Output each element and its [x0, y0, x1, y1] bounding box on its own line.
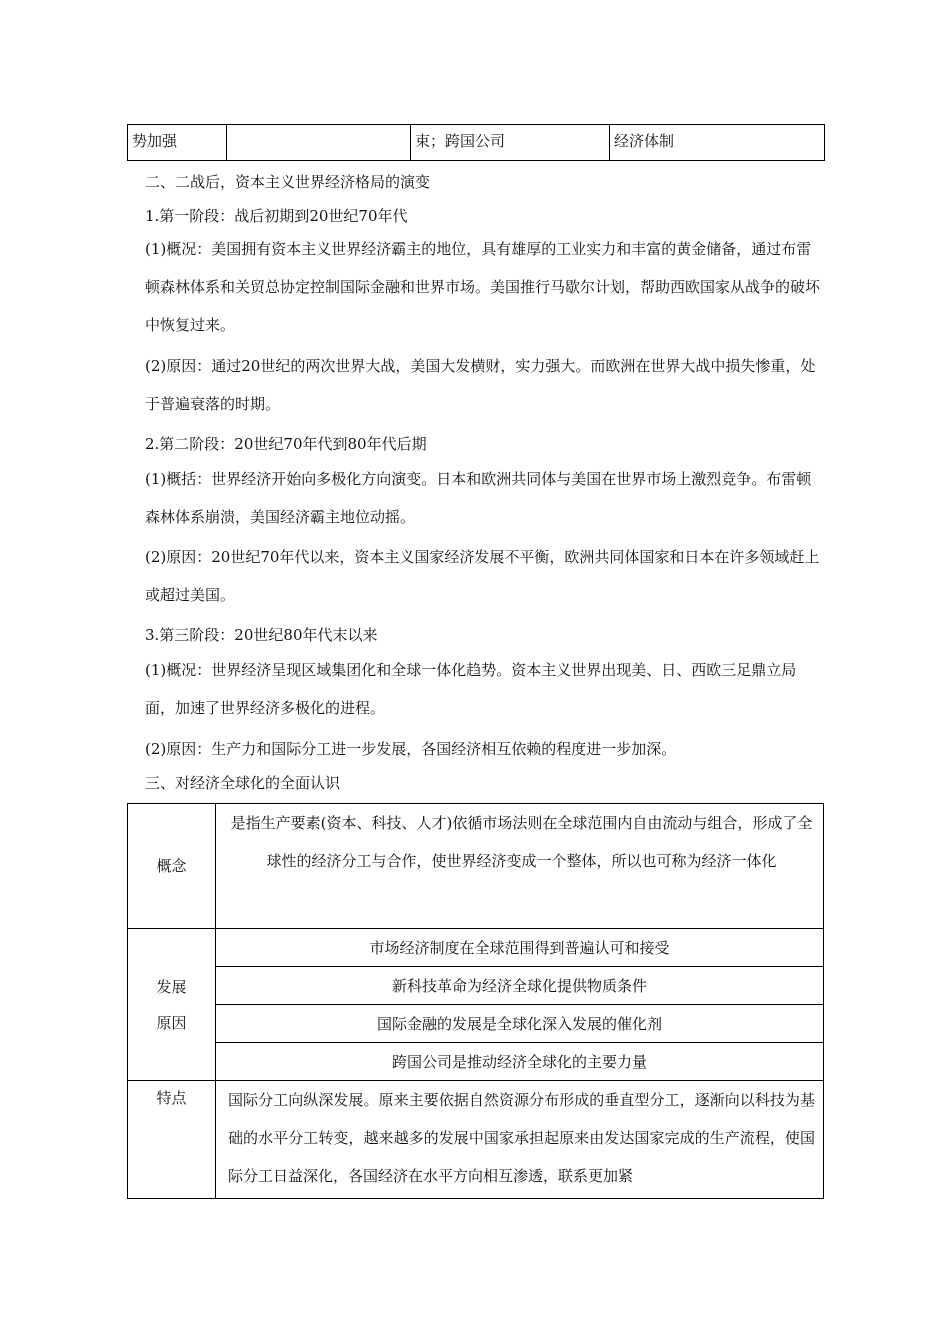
concept-label: 概念 [128, 804, 216, 929]
table-row [128, 804, 824, 929]
table-row [128, 929, 824, 967]
table-row [128, 1043, 824, 1081]
stage2-overview: (1)概括：世界经济开始向多极化方向演变。日本和欧洲共同体与美国在世界市场上激烈竞争。布雷顿森林体系崩溃，美国经济霸主地位动摇。 [145, 470, 812, 526]
reason-label-line-1: 发展 [156, 977, 187, 996]
stage2-reason: (2)原因：20世纪70年代以来，资本主义国家经济发展不平衡，欧洲共同体国家和日本在许多领域赶上或超过美国。 [145, 548, 820, 604]
reason-item: 市场经济制度在全球范围得到普遍认可和接受 [216, 929, 824, 967]
reason-label-line-2: 原因 [156, 1013, 187, 1032]
stage3-reason: (2)原因：生产力和国际分工进一步发展，各国经济相互依赖的程度进一步加深。 [145, 740, 677, 758]
reason-item: 新科技革命为经济全球化提供物质条件 [216, 967, 824, 1005]
concept-text: 是指生产要素(资本、科技、人才)依循市场法则在全球范围内自由流动与组合，形成了全球性的经济分工与合作，使世界经济变成一个整体，所以也可称为经济一体化 [216, 804, 824, 929]
stage3-title: 3.第三阶段：20世纪80年代末以来 [145, 626, 378, 644]
stage3-overview: (1)概况：世界经济呈现区域集团化和全球一体化趋势。资本主义世界出现美、日、西欧三足鼎立局面，加速了世界经济多极化的进程。 [145, 661, 797, 717]
table-row [128, 967, 824, 1005]
table-row [128, 125, 825, 161]
globalization-table [127, 803, 824, 1199]
stage1-title: 1.第一阶段：战后初期到20世纪70年代 [145, 207, 408, 225]
feature-label: 特点 [128, 1081, 216, 1199]
stage1-overview: (1)概况：美国拥有资本主义世界经济霸主的地位，具有雄厚的工业实力和丰富的黄金储备，通过布雷顿森林体系和关贸总协定控制国际金融和世界市场。美国推行马歇尔计划，帮助西欧国家从战争的破坏中恢复过来。 [145, 240, 821, 334]
table-cell [227, 125, 411, 161]
stage1-reason: (2)原因：通过20世纪的两次世界大战，美国大发横财，实力强大。而欧洲在世界大战中损失惨重，处于普遍衰落的时期。 [145, 357, 816, 413]
reason-label [128, 929, 216, 1081]
table-cell: 势加强 [128, 125, 227, 161]
feature-text: 国际分工向纵深发展。原来主要依据自然资源分布形成的垂直型分工，逐渐向以科技为基础的水平分工转变，越来越多的发展中国家承担起原来由发达国家完成的生产流程，使国际分工日益深化，各国经济在水平方向相互渗透，联系更加紧 [216, 1081, 824, 1199]
section-heading-2: 二、二战后，资本主义世界经济格局的演变 [145, 173, 431, 191]
reason-item: 跨国公司是推动经济全球化的主要力量 [216, 1043, 824, 1081]
table-row [128, 1081, 824, 1199]
top-table [127, 124, 825, 161]
stage2-title: 2.第二阶段：20世纪70年代到80年代后期 [145, 435, 427, 453]
table-cell: 束；跨国公司 [411, 125, 610, 161]
table-cell: 经济体制 [610, 125, 825, 161]
reason-item: 国际金融的发展是全球化深入发展的催化剂 [216, 1005, 824, 1043]
table-row [128, 1005, 824, 1043]
section-heading-3: 三、对经济全球化的全面认识 [145, 774, 341, 792]
